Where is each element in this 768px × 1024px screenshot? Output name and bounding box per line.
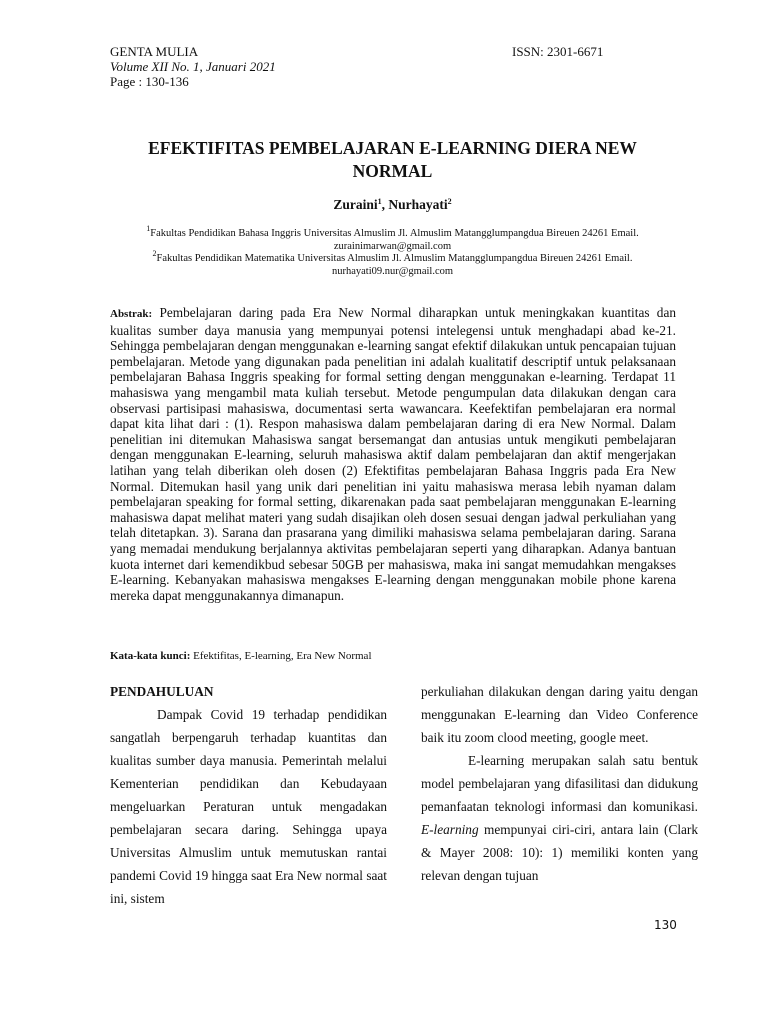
author-separator: ,	[381, 197, 389, 212]
author-1: Zuraini	[333, 197, 378, 212]
affiliation-1-email: zurainimarwan@gmail.com	[333, 240, 452, 252]
right-paragraph-2-start: E-learning merupakan salah satu bentuk model pembelajaran yang difasilitasi dan didukung pemanfaatan teknologi informasi dan komunikasi.	[421, 753, 698, 814]
affiliation-2-line-1: Fakultas Pendidikan Matematika Universitas Almuslim Jl. Almuslim Matangglumpangdua Bireuen 24261 Email.	[156, 253, 633, 264]
affiliation-1-line-1: Fakultas Pendidikan Bahasa Inggris Universitas Almuslim Jl. Almuslim Matangglumpangdua Bireuen 24261 Email.	[150, 228, 639, 239]
affiliation-1-sup: 1	[146, 224, 151, 233]
left-column	[110, 680, 387, 910]
right-paragraph-2-end: mempunyai ciri-ciri, antara lain (Clark & Mayer 2008: 10): 1) memiliki konten yang relevan dengan tujuan	[421, 822, 698, 883]
abstract-text: Pembelajaran daring pada Era New Normal diharapkan untuk meningkakan kuantitas dan kualitas sumber daya manusia yang mempunyai potensi intelegensi untuk menghadapi abad ke-21. Sehingga pembelajaran dengan menggunakan e-learning sangat efektif dilakukan untuk pencapaian tujuan pembelajaran. Metode yang digunakan pada penelitian ini adalah kualitatif descriptif untuk pelaksanaan pembelajaran Bahasa Inggris speaking for formal setting dengan menggunakan e-learning. Terdapat 11 mahasiswa yang mengambil mata kuliah tersebut. Metode pengumpulan data dilakukan dengan cara observasi partisipasi mahasiswa, documentasi serta wawancara. Keefektifan pembelajaran era normal dapat kita lihat dari : (1). Respon mahasiswa dalam pembelajaran daring di era New Normal. Dalam penelitian ini ditemukan Mahasiswa sangat bersemangat dan antusias untuk mengikuti pembelajaran dengan menggunakan E-learning, seluruh mahasiswa aktif dalam pembelajaran dan aktif mengerjakan latihan yang telah diberikan oleh dosen (2) Efektifitas pembelajaran Bahasa Inggris pada Era New Normal. Ditemukan hasil yang unik dari penelitian ini yaitu mahasiswa merasa lebih nyaman dalam pembelajaran speaking for formal setting, dikarenakan pada saat pembelajaran menggunakan E-learning mahasiswa dapat melihat materi yang sudah disajikan oleh dosen sesuai dengan jadwal perkuliahan yang telah ditetapkan. 3). Sarana dan prasarana yang dimiliki mahasiswa selama pembelajaran daring. Sarana yang memadai mendukung berjalannya aktivitas pembelajaran seperti yang diharapkan. Adanya bantuan kuota internet dari kemendikbud sebesar 50GB per mahasiswa, maka ini sangat memudahkan mengakses E-learning. Kebanyakan mahasiswa mengakses E-learning dengan menggunakan mobile phone karena mereka dapat menggunakannya dimanapun.	[110, 305, 676, 603]
right-paragraph-1: perkuliahan dilakukan dengan daring yaitu dengan menggunakan E-learning dan Video Conference baik itu zoom clood meeting, google meet.	[421, 684, 698, 745]
author-1-sup: 1	[377, 197, 382, 206]
keywords-label: Kata-kata kunci:	[110, 650, 191, 662]
right-column	[421, 680, 698, 887]
affiliation-2	[110, 249, 675, 278]
title-line-2: NORMAL	[352, 161, 433, 181]
left-paragraph: Dampak Covid 19 terhadap pendidikan sangatlah berpengaruh terhadap kuantitas dan kualitas sumber daya manusia. Pemerintah melalui Kementerian pendidikan dan Kebudayaan mengeluarkan Peraturan untuk mengadakan pembelajaran secara daring. Sehingga upaya Universitas Almuslim untuk memutuskan rantai pandemi Covid 19 hingga saat Era New normal saat ini, sistem	[110, 707, 387, 906]
title-line-1: EFEKTIFITAS PEMBELAJARAN E-LEARNING DIERA NEW	[148, 138, 637, 158]
author-2: Nurhayati	[388, 197, 448, 212]
affiliation-2-email: nurhayati09.nur@gmail.com	[331, 265, 454, 277]
keywords	[110, 650, 676, 662]
keywords-text: Efektifitas, E-learning, Era New Normal	[190, 650, 372, 662]
affiliation-2-sup: 2	[152, 249, 157, 258]
affiliation-1	[110, 224, 675, 253]
right-paragraph-2-italic: E-learning	[421, 822, 479, 837]
issn: ISSN: 2301-6671	[512, 44, 604, 59]
abstract-label: Abstrak:	[110, 308, 153, 320]
journal-name: GENTA MULIA	[110, 44, 199, 59]
right-paragraph-2	[421, 749, 698, 887]
authors	[110, 197, 675, 213]
author-2-sup: 2	[447, 197, 452, 206]
page-range: Page : 130-136	[110, 74, 189, 89]
volume-info: Volume XII No. 1, Januari 2021	[110, 59, 276, 74]
page-number: 130	[654, 918, 677, 932]
paper-title	[110, 137, 675, 183]
abstract	[110, 305, 676, 603]
section-heading: PENDAHULUAN	[110, 684, 214, 699]
